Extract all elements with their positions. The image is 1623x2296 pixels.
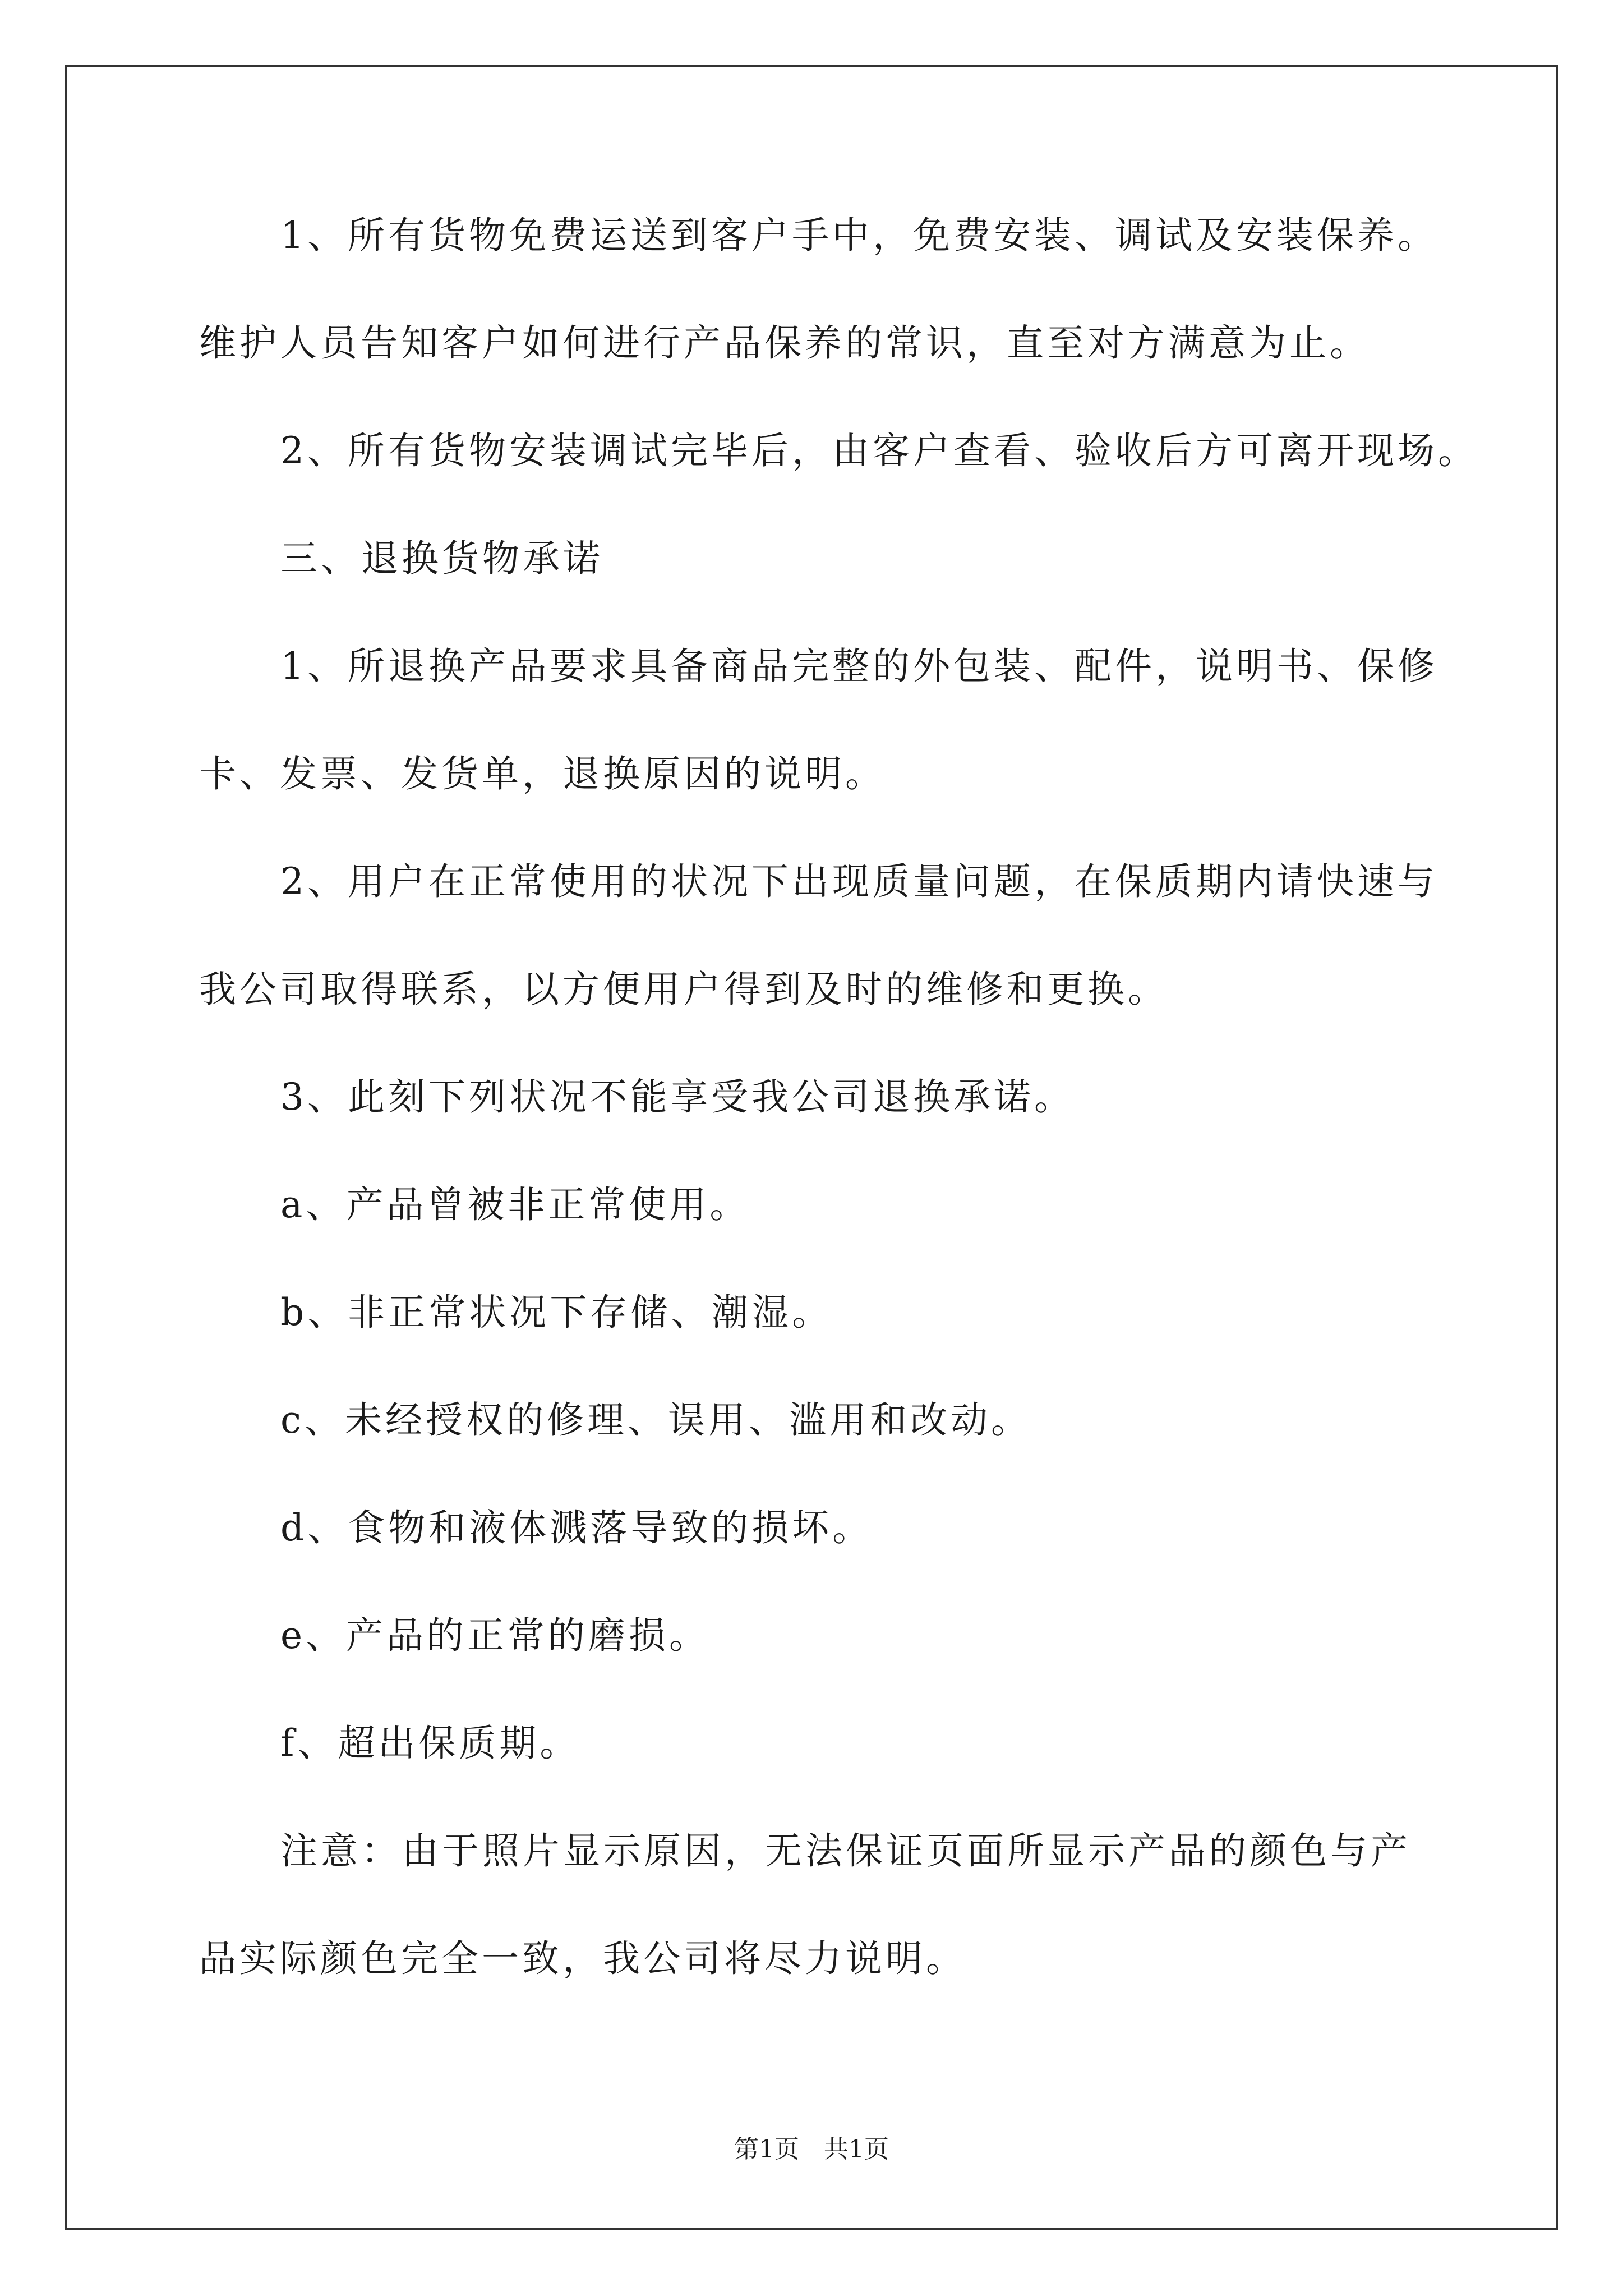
list-item: c、未经授权的修理、误用、滥用和改动。 (280, 1398, 1031, 1442)
paragraph-line: 我公司取得联系，以方便用户得到及时的维修和更换。 (199, 968, 1168, 1011)
list-item: b、非正常状况下存储、潮湿。 (280, 1291, 833, 1334)
paragraph-line: 3、此刻下列状况不能享受我公司退换承诺。 (280, 1075, 1075, 1119)
section-heading: 三、退换货物承诺 (280, 537, 603, 580)
paragraph-line: 2、用户在正常使用的状况下出现质量问题，在保质期内请快速与 (280, 860, 1438, 903)
paragraph-line: 1、所退换产品要求具备商品完整的外包装、配件，说明书、保修 (280, 645, 1438, 688)
note-line: 注意：由于照片显示原因，无法保证页面所显示产品的颜色与产 (280, 1829, 1411, 1872)
page-footer: 第1页 共1页 (734, 2135, 889, 2164)
document-body (199, 213, 1478, 2044)
list-item: e、产品的正常的磨损。 (280, 1614, 710, 1657)
paragraph-line: 2、所有货物安装调试完毕后，由客户查看、验收后方可离开现场。 (280, 429, 1478, 472)
list-item: d、食物和液体溅落导致的损坏。 (280, 1506, 873, 1549)
paragraph-line: 维护人员告知客户如何进行产品保养的常识，直至对方满意为止。 (199, 321, 1370, 365)
paragraph-line: 卡、发票、发货单，退换原因的说明。 (199, 752, 886, 795)
list-item: f、超出保质期。 (280, 1722, 580, 1765)
list-item: a、产品曾被非正常使用。 (280, 1183, 750, 1226)
paragraph-line: 1、所有货物免费运送到客户手中，免费安装、调试及安装保养。 (280, 214, 1438, 257)
note-line: 品实际颜色完全一致，我公司将尽力说明。 (199, 1937, 966, 1980)
